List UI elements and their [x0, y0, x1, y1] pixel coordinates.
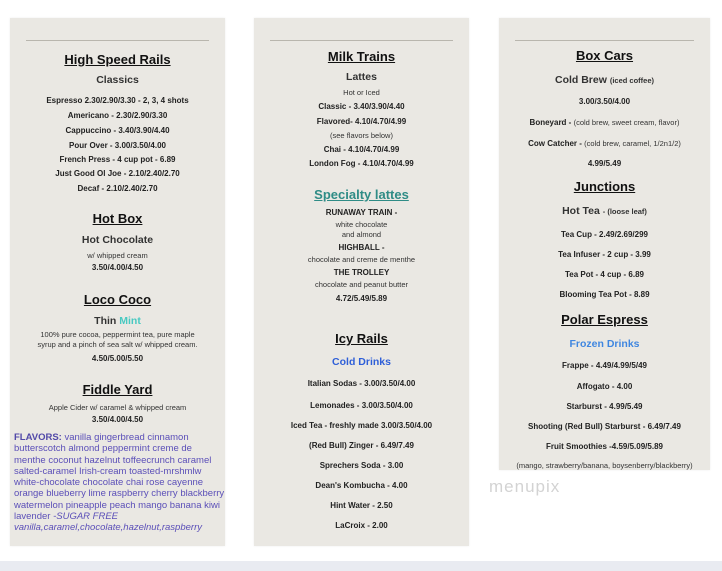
- menu-item: Espresso 2.30/2.90/3.30 - 2, 3, 4 shots: [46, 96, 189, 105]
- subtitle-mint: Mint: [119, 315, 141, 327]
- section-subtitle-frozen-drinks: Frozen Drinks: [569, 338, 640, 350]
- watermark-logo: menupix: [489, 477, 561, 496]
- item-description: and almond: [341, 230, 382, 239]
- menu-item: Lemonades - 3.00/3.50/4.00: [310, 401, 413, 410]
- menu-item: Affogato - 4.00: [576, 382, 633, 391]
- section-subtitle-cold-drinks: Cold Drinks: [332, 356, 391, 368]
- section-title-icy-rails: Icy Rails: [335, 331, 388, 346]
- divider: [270, 40, 453, 41]
- item-description: chocolate and creme de menthe: [307, 255, 416, 264]
- menu-item: RUNAWAY TRAIN -: [325, 208, 398, 217]
- item-note: (see flavors below): [330, 131, 393, 140]
- menu-item: Chai - 4.10/4.70/4.99: [323, 145, 400, 154]
- item-description: syrup and a pinch of sea salt w/ whipped cream.: [37, 340, 198, 349]
- subtitle-note: - (loose leaf): [602, 207, 647, 216]
- section-subtitle-lattes: Lattes: [346, 71, 377, 83]
- menu-item: Tea Infuser - 2 cup - 3.99: [558, 250, 651, 259]
- section-subtitle-hot-tea: [499, 205, 710, 217]
- menu-item: Hint Water - 2.50: [330, 501, 393, 510]
- menu-item: Sprechers Soda - 3.00: [319, 461, 404, 470]
- menu-item: French Press - 4 cup pot - 6.89: [59, 155, 176, 164]
- menu-item: London Fog - 4.10/4.70/4.99: [309, 159, 414, 168]
- bottom-bar: [0, 561, 722, 571]
- menu-item: Starburst - 4.99/5.49: [566, 402, 643, 411]
- item-description: chocolate and peanut butter: [315, 280, 408, 289]
- menu-item: Frappe - 4.49/4.99/5/49: [562, 361, 647, 370]
- item-description: Apple Cider w/ caramel & whipped cream: [48, 403, 187, 412]
- item-description: (cold brew, caramel, 1/2n1/2): [584, 139, 681, 148]
- menu-item: Fruit Smoothies -4.59/5.09/5.89: [546, 442, 663, 451]
- menu-item: Shooting (Red Bull) Starburst - 6.49/7.49: [528, 422, 681, 431]
- menu-item: Flavored- 4.10/4.70/4.99: [316, 117, 407, 126]
- menu-panel-left: [10, 18, 225, 546]
- divider: [26, 40, 209, 41]
- menu-panel-middle: [254, 18, 469, 546]
- flavors-label: FLAVORS:: [14, 432, 62, 443]
- menu-item: Cappuccino - 3.40/3.90/4.40: [65, 126, 170, 135]
- subtitle-cold-brew: Cold Brew: [554, 74, 607, 86]
- section-title-milk-trains: Milk Trains: [327, 49, 396, 64]
- item-price: 3.00/3.50/4.00: [578, 97, 631, 106]
- flavors-list: [14, 432, 226, 534]
- section-subtitle-cold-brew: [499, 74, 710, 86]
- item-description: white chocolate: [335, 220, 388, 229]
- section-title-high-speed-rails: High Speed Rails: [64, 52, 171, 67]
- flavors-items: vanilla gingerbread cinnamon butterscotch almond peppermint creme de menthe coconut hazelnut toffeecrunch caramel salted-caramel Irish-cream toasted-mrshmlw white-chocolate chocolate chai rose cayenne orange blueberry lime raspberry cherry blackberry watermelon pineapple peach mango banana kiwi lavender: [14, 432, 225, 523]
- section-title-box-cars: Box Cars: [575, 48, 634, 63]
- section-subtitle-thin-mint: [10, 315, 225, 327]
- item-description: 100% pure cocoa, peppermint tea, pure maple: [40, 330, 195, 339]
- item-price: 3.50/4.00/4.50: [91, 415, 144, 424]
- item-name: Cow Catcher -: [528, 139, 582, 148]
- item-name: Boneyard -: [529, 118, 572, 127]
- item-price: 4.72/5.49/5.89: [335, 294, 388, 303]
- section-title-hot-box: Hot Box: [92, 211, 143, 226]
- menu-item: Italian Sodas - 3.00/3.50/4.00: [307, 379, 416, 388]
- menu-item: Tea Pot - 4 cup - 6.89: [565, 270, 644, 279]
- menu-panel-right: [499, 18, 710, 470]
- menu-item: Dean's Kombucha - 4.00: [315, 481, 408, 490]
- item-note: Hot or Iced: [343, 88, 380, 97]
- menu-item-boneyard: [499, 118, 710, 127]
- menu-item: THE TROLLEY: [333, 268, 390, 277]
- item-price: 4.50/5.00/5.50: [91, 354, 144, 363]
- item-note: w/ whipped cream: [87, 251, 148, 260]
- item-description: (cold brew, sweet cream, flavor): [573, 118, 680, 127]
- menu-item: Blooming Tea Pot - 8.89: [559, 290, 650, 299]
- section-title-fiddle-yard: Fiddle Yard: [82, 382, 153, 397]
- menu-item: Tea Cup - 2.49/2.69/299: [560, 230, 648, 239]
- section-title-specialty-lattes: Specialty lattes: [314, 187, 409, 202]
- section-subtitle-hot-chocolate: Hot Chocolate: [81, 234, 154, 246]
- item-note: (mango, strawberry/banana, boysenberry/blackberry): [516, 461, 693, 470]
- menu-item: Americano - 2.30/2.90/3.30: [67, 111, 168, 120]
- section-title-loco-coco: Loco Coco: [83, 292, 152, 307]
- item-price: 3.50/4.00/4.50: [91, 263, 144, 272]
- menu-item: (Red Bull) Zinger - 6.49/7.49: [309, 441, 414, 450]
- subtitle-thin: Thin: [94, 315, 117, 327]
- section-title-junctions: Junctions: [573, 179, 636, 194]
- menu-item: Pour Over - 3.00/3.50/4.00: [69, 141, 166, 150]
- menu-item: Just Good Ol Joe - 2.10/2.40/2.70: [55, 169, 180, 178]
- menu-item: LaCroix - 2.00: [335, 521, 388, 530]
- subtitle-note: (iced coffee): [609, 76, 655, 85]
- section-title-polar-espress: Polar Espress: [561, 312, 648, 327]
- menu-item: Decaf - 2.10/2.40/2.70: [77, 184, 158, 193]
- subtitle-hot-tea: Hot Tea: [562, 205, 600, 217]
- section-subtitle-classics: Classics: [96, 74, 139, 86]
- menu-item: Classic - 3.40/3.90/4.40: [318, 102, 405, 111]
- item-price: 4.99/5.49: [587, 159, 622, 168]
- menu-item: Iced Tea - freshly made 3.00/3.50/4.00: [290, 421, 433, 430]
- menu-item: HIGHBALL -: [338, 243, 385, 252]
- menu-item-cow-catcher: [499, 139, 710, 148]
- sugar-free-flavors: -SUGAR FREE vanilla,caramel,chocolate,hazelnut,raspberry: [14, 511, 202, 534]
- divider: [515, 40, 694, 41]
